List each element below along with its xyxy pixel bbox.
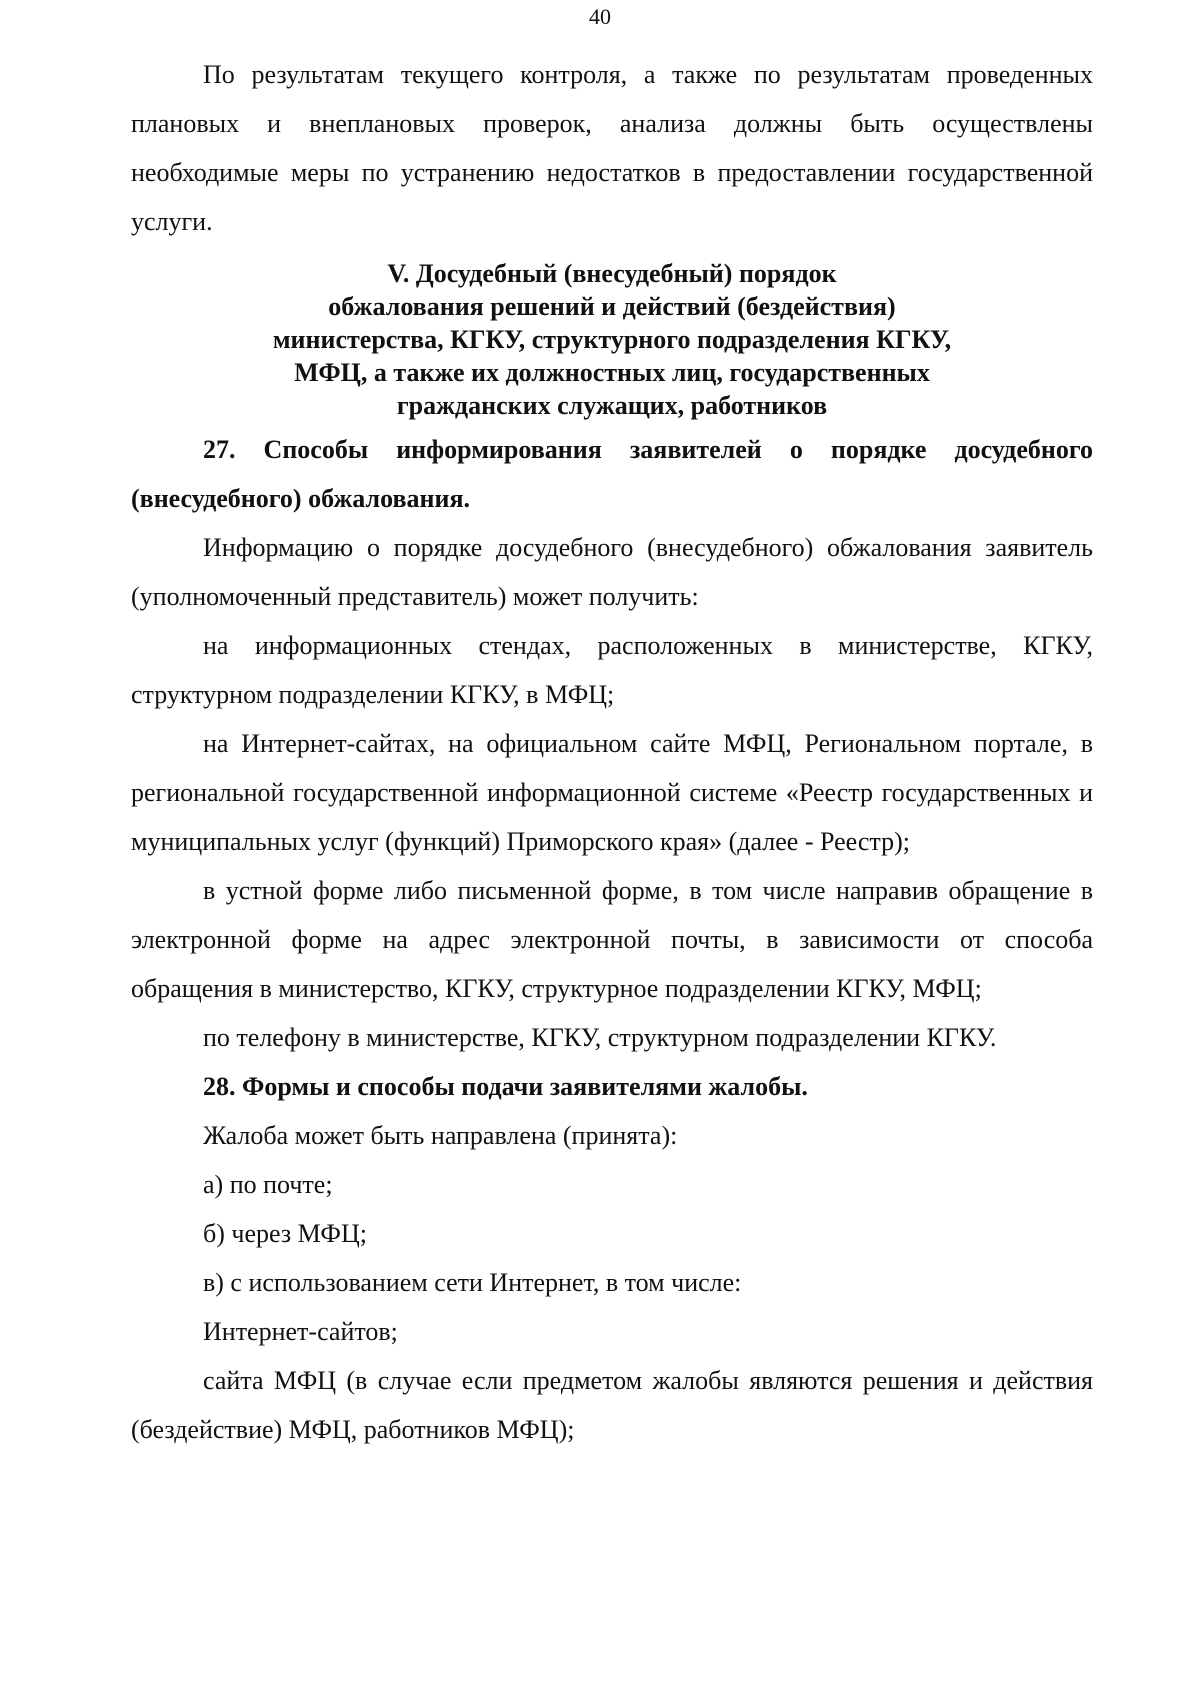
paragraph-info-stands: на информационных стендах, расположенных в министерстве, КГКУ, структурном подразделении КГКУ, в МФЦ;	[131, 631, 1093, 709]
subsection-28-heading: 28. Формы и способы подачи заявителями жалобы.	[203, 1072, 808, 1101]
main-text-block	[131, 425, 1093, 1454]
paragraph-info-phone: по телефону в министерстве, КГКУ, структурном подразделении КГКУ.	[203, 1023, 997, 1052]
subsection-27-heading: 27. Способы информирования заявителей о порядке досудебного (внесудебного) обжалования.	[131, 435, 1093, 513]
paragraph-info-websites: на Интернет-сайтах, на официальном сайте МФЦ, Региональном портале, в региональной государственной информационной системе «Реестр государственных и муниципальных услуг (функций) Приморского края» (далее - Реестр);	[131, 729, 1093, 856]
section-heading-line: гражданских служащих, работников	[396, 391, 828, 420]
list-item-mfc-site: сайта МФЦ (в случае если предметом жалобы являются решения и действия (бездействие) МФЦ, работников МФЦ);	[131, 1366, 1093, 1444]
list-item-internet: в) с использованием сети Интернет, в том числе:	[203, 1268, 742, 1297]
paragraph-info-oral-written: в устной форме либо письменной форме, в том числе направив обращение в электронной форме на адрес электронной почты, в зависимости от способа обращения в министерство, КГКУ, структурное подразделении КГКУ, МФЦ;	[131, 876, 1093, 1003]
paragraph-control-measures: По результатам текущего контроля, а также по результатам проведенных плановых и внеплановых проверок, анализа должны быть осуществлены необходимые меры по устранению недостатков в предоставлении государственной услуги.	[131, 60, 1093, 236]
paragraph-complaint-intro: Жалоба может быть направлена (принята):	[203, 1121, 678, 1150]
list-item-websites: Интернет-сайтов;	[203, 1317, 398, 1346]
section-heading-line: V. Досудебный (внесудебный) порядок	[387, 259, 837, 288]
section-heading-line: обжалования решений и действий (бездействия)	[328, 292, 896, 321]
list-item-mfc: б) через МФЦ;	[203, 1219, 367, 1248]
list-item-mail: а) по почте;	[203, 1170, 333, 1199]
page-number: 40	[589, 4, 611, 29]
section-heading-line: министерства, КГКУ, структурного подразделения КГКУ,	[272, 325, 952, 354]
section-v-heading	[131, 257, 1093, 422]
paragraph-info-sources: Информацию о порядке досудебного (внесудебного) обжалования заявитель (уполномоченный представитель) может получить:	[131, 533, 1093, 611]
intro-block	[131, 50, 1093, 246]
section-heading-line: МФЦ, а также их должностных лиц, государственных	[294, 358, 930, 387]
